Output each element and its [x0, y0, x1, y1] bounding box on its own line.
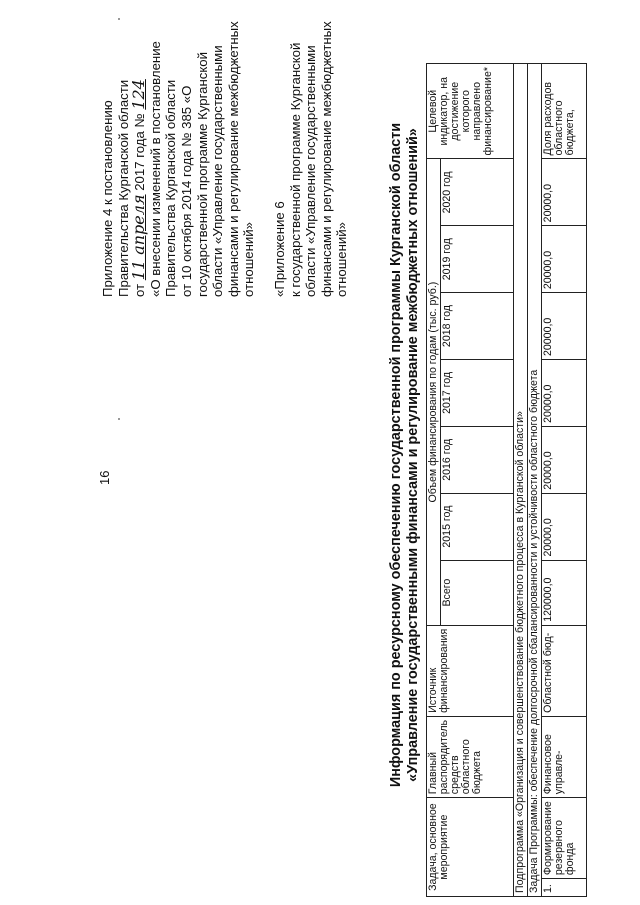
appendix-line: области «Управление государственными — [210, 45, 226, 297]
row-value: 20000,0 — [542, 426, 587, 493]
appendix-line: «О внесении изменений в постановление — [147, 41, 163, 297]
subprogram-cell: Подпрограмма «Организация и совершенствование бюджетного процесса в Курганской области» — [514, 64, 528, 897]
row-number: 1. — [542, 879, 587, 897]
handwritten-date: 11 апреля — [129, 194, 149, 281]
appendix-4-block — [100, 15, 350, 297]
row-value: 20000,0 — [542, 493, 587, 560]
row-indicator: Доля расходов областного бюджета, — [542, 64, 587, 159]
row-value: 20000,0 — [542, 293, 587, 360]
appendix6-line: «Приложение 6 — [271, 201, 287, 297]
appendix-line: Правительства Курганской области — [115, 79, 131, 297]
appendix-line: Правительства Курганской области — [163, 79, 179, 297]
document-title — [388, 15, 422, 895]
header-year: 2015 год — [441, 493, 514, 560]
page-number: 16 — [97, 470, 112, 485]
header-year: 2019 год — [441, 226, 514, 293]
title-line-1: Информация по ресурсному обеспечению государственной программы Курганской области — [388, 122, 404, 788]
date-year: 2017 года № — [132, 113, 148, 191]
handwritten-number: 124 — [129, 79, 149, 110]
scan-speck — [118, 418, 120, 420]
row-value: 20000,0 — [542, 159, 587, 226]
row-manager: Финансовое управле- — [542, 716, 587, 797]
appendix-line: государственной программе Курганской — [194, 52, 210, 297]
row-task: Формирование резервного фонда — [542, 798, 587, 879]
appendix6-line: отношений» — [334, 222, 350, 297]
row-total: 120000,0 — [542, 560, 587, 625]
appendix-line: Приложение 4 к постановлению — [100, 100, 115, 297]
header-year: 2017 год — [441, 360, 514, 427]
table-header-row — [427, 64, 441, 897]
date-prefix: от — [132, 283, 148, 297]
appendix6-line: к государственной программе Курганской — [287, 42, 303, 297]
header-manager: Главный распорядитель средств областного бюджета — [427, 716, 514, 797]
title-line-2: «Управление государственными финансами и регулирование межбюджетных отношений» — [405, 128, 421, 782]
row-value: 20000,0 — [542, 226, 587, 293]
row-value: 20000,0 — [542, 360, 587, 427]
appendix6-line: области «Управление государственными — [303, 45, 319, 297]
scan-speck — [118, 18, 120, 20]
header-total: Всего — [441, 560, 514, 625]
header-task: Задача, основное мероприятие — [427, 798, 514, 897]
program-task-cell: Задача Программы: обеспечение долгосрочной сбалансированности и устойчивости областного бюджета — [528, 64, 542, 897]
header-year: 2020 год — [441, 159, 514, 226]
header-source: Источник финансирования — [427, 625, 514, 716]
row-source: Областной бюд- — [542, 625, 587, 716]
appendix-line: финансами и регулирование межбюджетных — [225, 21, 241, 297]
header-indicator: Целевой индикатор, на достижение которого направлено финансирование* — [427, 64, 514, 159]
table-row — [542, 64, 587, 897]
header-year: 2016 год — [441, 426, 514, 493]
subprogram-row — [514, 64, 528, 897]
header-volume: Объем финансирования по годам (тыс. руб.) — [427, 159, 441, 625]
appendix6-line: финансами и регулирование межбюджетных — [318, 21, 334, 297]
appendix-line: от 10 октября 2014 года № 385 «О — [178, 85, 194, 297]
appendix-date-line — [131, 15, 148, 297]
appendix-line: отношений» — [241, 222, 257, 297]
program-task-row — [528, 64, 542, 897]
header-year: 2018 год — [441, 293, 514, 360]
resource-table — [426, 63, 587, 897]
